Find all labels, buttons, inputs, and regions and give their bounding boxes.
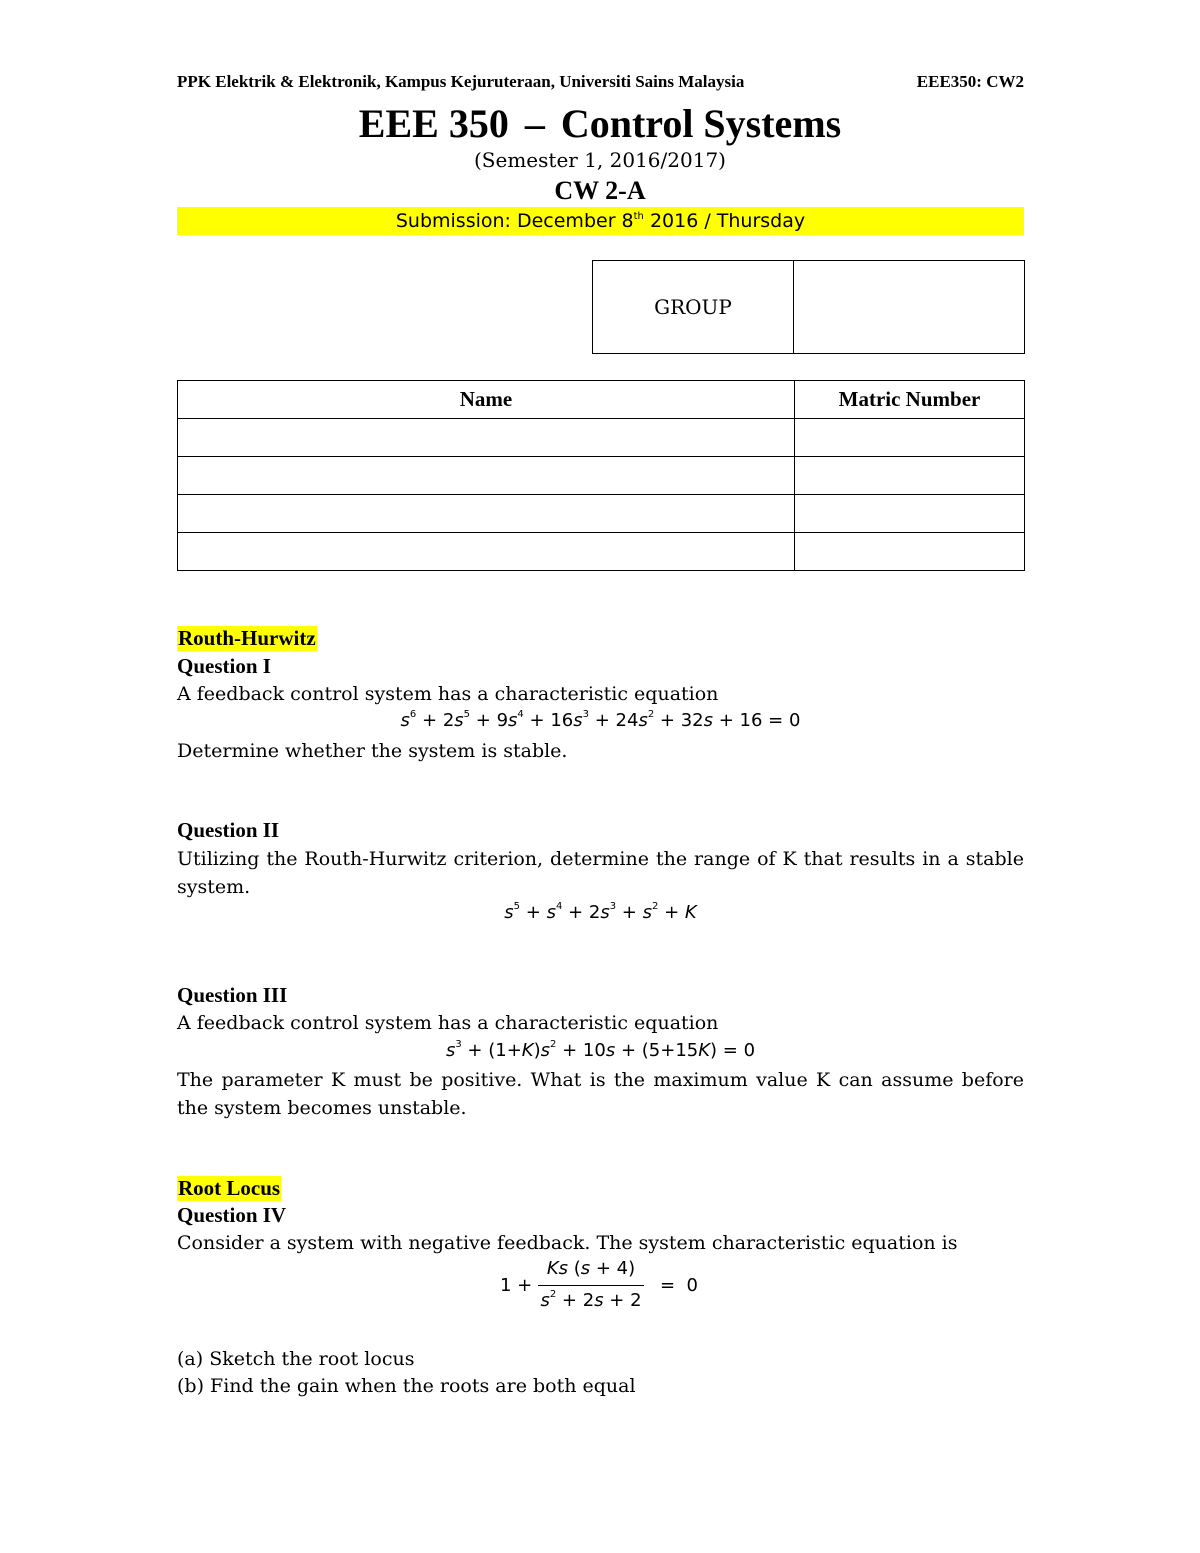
matric-cell[interactable]: [795, 457, 1025, 495]
submission-rest: 2016 / Thursday: [643, 210, 806, 232]
table-row: [178, 495, 1025, 533]
fraction-bar: [538, 1285, 644, 1286]
table-row: [178, 533, 1025, 571]
question-3-title: Question III: [177, 983, 288, 1007]
matric-cell[interactable]: [795, 533, 1025, 571]
title-code: EEE 350: [358, 101, 509, 146]
question-1-equation: $s^6 + 2s^5 + 9s^4 + 16s^3 + 24s^2 + 32s + 16 = 0$: [400, 709, 801, 731]
question-4-part-b: (b) Find the gain when the roots are both equal: [177, 1375, 636, 1397]
section-routh-hurwitz: Routh-Hurwitz: [178, 626, 316, 650]
submission-prefix: Submission: December 8: [395, 210, 634, 232]
question-3-intro: A feedback control system has a characteristic equation: [177, 1012, 719, 1034]
submission-banner: [177, 207, 1024, 235]
header-course-code: EEE350: CW2: [916, 72, 1024, 91]
semester-label: (Semester 1, 2016/2017): [474, 148, 726, 172]
table-row: [178, 419, 1025, 457]
title-name: Control Systems: [560, 101, 842, 146]
section-root-locus: Root Locus: [178, 1176, 281, 1200]
matric-cell[interactable]: [795, 419, 1025, 457]
group-label: GROUP: [593, 261, 794, 354]
question-4-intro: Consider a system with negative feedback. The system characteristic equation is: [177, 1232, 958, 1254]
fraction-numerator: Ks (s + 4): [546, 1258, 636, 1279]
question-4-part-a: (a) Sketch the root locus: [177, 1348, 415, 1370]
question-3-equation: $s^3 + (1+K)s^2 + 10s + (5+15K) = 0$: [445, 1039, 756, 1061]
table-row: [178, 457, 1025, 495]
matric-cell[interactable]: [795, 495, 1025, 533]
fraction-denominator: $s^2 + 2s + 2$: [540, 1289, 642, 1311]
submission-ordinal: th: [633, 211, 644, 222]
question-3-text: The parameter K must be positive. What is the maximum value K can assume before the system becomes unstable.: [177, 1069, 1024, 1119]
question-1-title: Question I: [177, 654, 271, 678]
name-cell[interactable]: [178, 419, 795, 457]
members-table: [177, 380, 1025, 571]
column-header-matric: Matric Number: [795, 381, 1025, 419]
coursework-label: CW 2-A: [554, 176, 646, 205]
column-header-name: Name: [178, 381, 795, 419]
equation-lhs: 1 +: [500, 1275, 533, 1296]
document-title: [0, 100, 1200, 147]
name-cell[interactable]: [178, 533, 795, 571]
equation-rhs: = 0: [660, 1275, 698, 1296]
group-value-cell[interactable]: [794, 261, 1025, 354]
name-cell[interactable]: [178, 495, 795, 533]
group-table: [592, 260, 1025, 354]
question-2-equation: $s^5 + s^4 + 2s^3 + s^2 + K$: [504, 901, 697, 923]
question-2-title: Question II: [177, 818, 280, 842]
question-1-intro: A feedback control system has a characteristic equation: [177, 683, 719, 705]
question-4-title: Question IV: [177, 1203, 287, 1227]
name-cell[interactable]: [178, 457, 795, 495]
question-1-text: Determine whether the system is stable.: [177, 740, 568, 762]
header-institution: PPK Elektrik & Elektronik, Kampus Kejuruteraan, Universiti Sains Malaysia: [177, 72, 745, 91]
title-dash: –: [524, 101, 545, 146]
question-2-text: Utilizing the Routh-Hurwitz criterion, determine the range of K that results in a stable system.: [177, 848, 1024, 898]
